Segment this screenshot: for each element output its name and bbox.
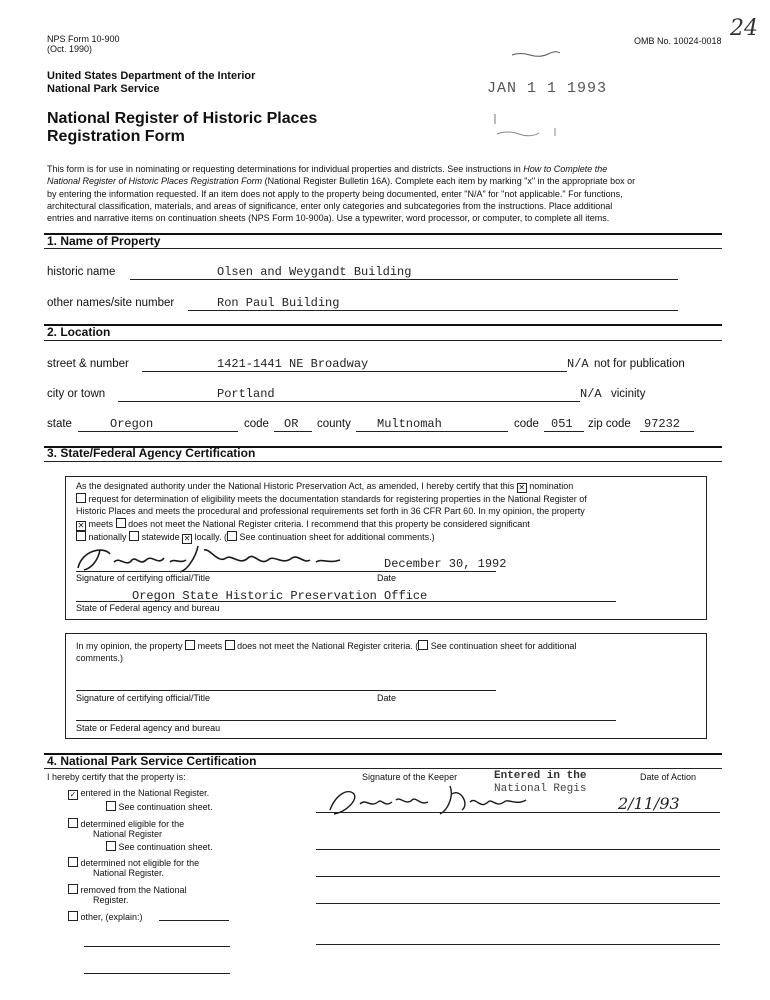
date-label-1: Date	[377, 573, 397, 583]
keeper-line-1	[316, 812, 720, 813]
entered-checkbox[interactable]: ✓	[69, 790, 77, 799]
city-line	[118, 401, 580, 402]
other-explain-line	[159, 920, 229, 921]
keeper-signature-label: Signature of the Keeper	[362, 772, 458, 782]
historic-name-label: historic name	[47, 266, 116, 278]
service-name: National Park Service	[47, 83, 160, 95]
locally-checkbox[interactable]: ✕	[183, 533, 191, 543]
section2-top-rule	[44, 324, 722, 326]
other-names-line	[188, 310, 678, 311]
option-removed-line2: Register.	[93, 895, 129, 905]
agency-label-2: State or Federal agency and bureau	[76, 723, 221, 733]
city-label: city or town	[47, 388, 106, 400]
signature-label-2: Signature of certifying official/Title	[76, 693, 211, 703]
not-for-publication-label: not for publication	[594, 358, 685, 370]
county-code-line	[544, 431, 584, 432]
other-names-label: other names/site number	[47, 297, 175, 309]
city-field[interactable]: Portland	[217, 387, 275, 401]
county-line	[356, 431, 508, 432]
opinion-does-not-meet-checkbox[interactable]	[225, 640, 235, 650]
signature-line-1	[76, 571, 496, 572]
section4-title: 4. National Park Service Certification	[47, 754, 257, 768]
option-other: other, (explain:)	[68, 911, 143, 922]
state-code-line	[274, 431, 312, 432]
eligible-checkbox[interactable]	[68, 818, 78, 828]
county-field[interactable]: Multnomah	[377, 417, 442, 431]
request-determination-checkbox[interactable]	[76, 493, 86, 503]
entered-continuation-checkbox[interactable]	[106, 801, 116, 811]
omb-number: OMB No. 10024-0018	[634, 36, 722, 46]
handwritten-signature-keeper	[320, 780, 560, 820]
intro-paragraph: This form is for use in nominating or requesting determinations for individual properties and districts. See instructions in How to Complete the National Register of Historic Places Registration Form (National Register Bulletin 16A). Complete each item by marking "x" in the appropriate box or by entering the information requested. If an item does not apply to the property being documented, enter "N/A" for "not applicable." For functions, architectural classification, materials, and areas of significance, enter only categories and subcategories from the instructions. Place additional entries and narrative items on continuation sheets (NPS Form 10-900a). Use a typewriter, word processor, or computer, to complete all items.	[47, 164, 636, 224]
state-code-field[interactable]: OR	[284, 417, 299, 431]
date-of-action-label: Date of Action	[640, 772, 697, 782]
eligible-continuation-checkbox[interactable]	[106, 841, 116, 851]
page-title-line1: National Register of Historic Places	[47, 110, 318, 127]
certification-text: As the designated authority under the National Historic Preservation Act, as amended, I hereby certify that this ✕ nomination request for determination of eligibility meets the documentation standards for registering properties in the National Register of Historic Places and meets the procedural and professional requirements set forth in 36 CFR Part 60. In my opinion, the property ✕ meets does not meet the National Register criteria. I recommend that this property be considered significant nationally statewide ✕ locally. ( See continuation sheet for additional comments.)	[76, 481, 587, 543]
zip-line	[640, 431, 694, 432]
not-eligible-checkbox[interactable]	[68, 857, 78, 867]
state-code-label: code	[244, 418, 269, 430]
opinion-see-continuation-checkbox[interactable]	[418, 640, 428, 650]
entered-stamp-line2: National Regis	[494, 783, 587, 795]
street-label: street & number	[47, 358, 129, 370]
zip-label: zip code	[588, 418, 631, 430]
zip-field[interactable]: 97232	[644, 417, 681, 431]
county-code-label: code	[514, 418, 539, 430]
street-line	[142, 371, 567, 372]
agency-label: State of Federal agency and bureau	[76, 603, 220, 613]
option-eligible-continuation: See continuation sheet.	[106, 841, 213, 852]
faint-stamp-marks	[493, 110, 573, 140]
keeper-line-4	[316, 903, 720, 904]
option-not-eligible-line2: National Register.	[93, 868, 165, 878]
street-field[interactable]: 1421-1441 NE Broadway	[217, 357, 369, 371]
certify-text: I hereby certify that the property is:	[47, 772, 186, 782]
keeper-line-5	[316, 944, 720, 945]
other-checkbox[interactable]	[68, 911, 78, 921]
entered-stamp-line1: Entered in the	[494, 770, 587, 782]
does-not-meet-checkbox[interactable]	[116, 518, 126, 528]
agency-line-2	[76, 720, 616, 721]
department-name: United States Department of the Interior	[47, 70, 256, 82]
state-label: state	[47, 418, 72, 430]
vicinity-label: vicinity	[611, 388, 646, 400]
state-line	[78, 431, 238, 432]
state-field[interactable]: Oregon	[110, 417, 154, 431]
certification-date-field[interactable]: December 30, 1992	[384, 557, 507, 571]
agency-field[interactable]: Oregon State Historic Preservation Office	[132, 589, 428, 603]
other-line-3	[84, 973, 230, 974]
section3-under-rule	[44, 461, 722, 462]
section2-title: 2. Location	[47, 325, 111, 339]
nomination-checkbox[interactable]: ✕	[518, 483, 526, 492]
option-eligible-line2: National Register	[93, 829, 163, 839]
form-date: (Oct. 1990)	[47, 44, 93, 54]
county-label: county	[317, 418, 351, 430]
section1-under-rule	[44, 248, 722, 249]
option-not-eligible: determined not eligible for the	[68, 857, 199, 868]
date-label-2: Date	[377, 693, 397, 703]
meets-checkbox[interactable]: ✕	[77, 520, 85, 530]
faint-stamp-scribble	[510, 50, 562, 58]
received-stamp-date: JAN 1 1 1993	[487, 80, 608, 97]
page-title-line2: Registration Form	[47, 128, 185, 145]
agency-line	[76, 601, 616, 602]
option-eligible: determined eligible for the	[68, 818, 184, 829]
option-entered-continuation: See continuation sheet.	[106, 801, 213, 812]
section1-title: 1. Name of Property	[47, 234, 161, 248]
keeper-line-3	[316, 876, 720, 877]
historic-name-field[interactable]: Olsen and Weygandt Building	[217, 265, 412, 279]
keeper-line-2	[316, 849, 720, 850]
section4-under-rule	[44, 768, 722, 769]
signature-label-1: Signature of certifying official/Title	[76, 573, 211, 583]
county-code-field[interactable]: 051	[551, 417, 573, 431]
other-line-2	[84, 946, 230, 947]
city-na-value[interactable]: N/A	[580, 387, 602, 401]
other-names-field[interactable]: Ron Paul Building	[217, 296, 340, 310]
removed-checkbox[interactable]	[68, 884, 78, 894]
option-entered: ✓ entered in the National Register.	[69, 788, 210, 799]
section3-title: 3. State/Federal Agency Certification	[47, 446, 256, 460]
page-mark: 24	[730, 16, 758, 41]
handwritten-action-date: 2/11/93	[618, 794, 680, 813]
signature-line-2	[76, 690, 496, 691]
section2-under-rule	[44, 340, 722, 341]
opinion-meets-checkbox[interactable]	[185, 640, 195, 650]
form-number: NPS Form 10-900	[47, 34, 120, 44]
historic-name-line	[130, 279, 678, 280]
street-na-value[interactable]: N/A	[567, 357, 589, 371]
opinion-text: In my opinion, the property meets does not meet the National Register criteria. ( See continuation sheet for additional comments.)	[76, 641, 577, 664]
option-removed: removed from the National	[68, 884, 187, 895]
